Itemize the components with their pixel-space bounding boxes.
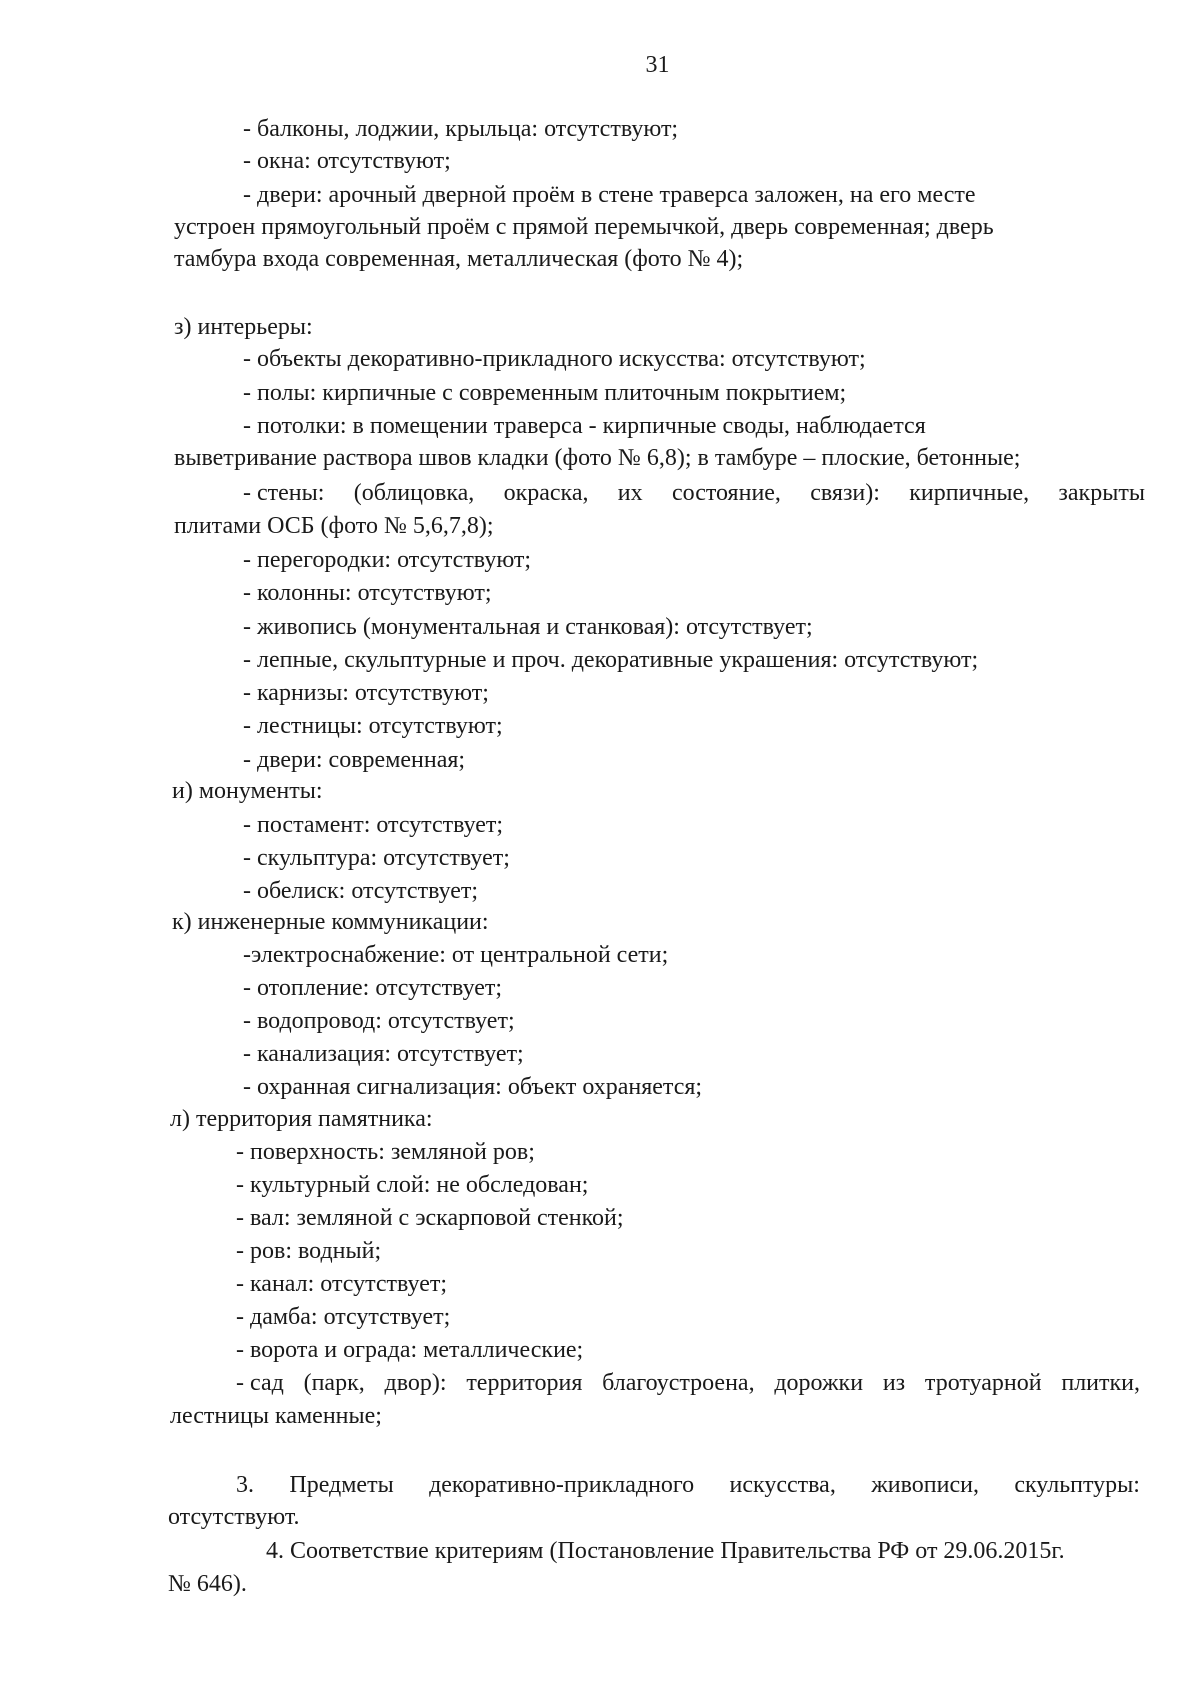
list-item: - живопись (монументальная и станковая): отсутствует; <box>243 614 813 640</box>
word: - сад <box>236 1370 284 1396</box>
garden-line <box>236 1368 1140 1400</box>
list-item: - дамба: отсутствует; <box>236 1304 451 1330</box>
word: закрыты <box>1058 480 1145 506</box>
word: двор): <box>384 1370 447 1396</box>
balconies-line: - балконы, лоджии, крыльца: отсутствуют; <box>243 116 679 142</box>
word: декоративно-прикладного <box>429 1472 695 1498</box>
word: благоустроена, <box>602 1370 755 1396</box>
word: плитки, <box>1061 1370 1140 1396</box>
list-item: - ворота и ограда: металлические; <box>236 1337 584 1363</box>
doors-line-continuation: тамбура входа современная, металлическая (фото № 4); <box>174 246 744 272</box>
word: - стены: <box>243 480 325 506</box>
word: живописи, <box>871 1472 979 1498</box>
list-item: - канал: отсутствует; <box>236 1271 448 1297</box>
list-item: - охранная сигнализация: объект охраняется; <box>243 1074 703 1100</box>
list-item: - лепные, скульптурные и проч. декоративные украшения: отсутствуют; <box>243 647 979 673</box>
list-item: - объекты декоративно-прикладного искусства: отсутствуют; <box>243 346 866 372</box>
list-item: - обелиск: отсутствует; <box>243 878 479 904</box>
word: Предметы <box>289 1472 394 1498</box>
list-item: - колонны: отсутствуют; <box>243 580 492 606</box>
point-number: 3. <box>236 1472 254 1498</box>
list-item: - лестницы: отсутствуют; <box>243 713 503 739</box>
point-4-continuation: № 646). <box>168 1571 247 1597</box>
list-item-continuation: выветривание раствора швов кладки (фото № 6,8); в тамбуре – плоские, бетонные; <box>174 445 1021 471</box>
list-item-continuation: плитами ОСБ (фото № 5,6,7,8); <box>174 513 494 539</box>
list-item: - скульптура: отсутствует; <box>243 845 510 871</box>
list-item: - отопление: отсутствует; <box>243 975 503 1001</box>
word: (облицовка, <box>353 480 475 506</box>
point-3-line <box>236 1470 1140 1502</box>
word: скульптуры: <box>1014 1472 1140 1498</box>
list-item: - поверхность: земляной ров; <box>236 1139 535 1165</box>
list-item: - вал: земляной с эскарповой стенкой; <box>236 1205 624 1231</box>
word: тротуарной <box>924 1370 1042 1396</box>
word: искусства, <box>729 1472 836 1498</box>
list-item: - ров: водный; <box>236 1238 382 1264</box>
word: территория <box>466 1370 583 1396</box>
list-item: - полы: кирпичные с современным плиточным покрытием; <box>243 380 847 406</box>
list-item: - перегородки: отсутствуют; <box>243 547 532 573</box>
list-item: - канализация: отсутствует; <box>243 1041 524 1067</box>
list-item: - культурный слой: не обследован; <box>236 1172 589 1198</box>
list-item: - водопровод: отсутствует; <box>243 1008 515 1034</box>
word: состояние, <box>671 480 781 506</box>
section-heading-interiors: з) интерьеры: <box>174 314 313 340</box>
word: кирпичные, <box>909 480 1030 506</box>
word: (парк, <box>303 1370 365 1396</box>
section-heading-engineering: к) инженерные коммуникации: <box>172 909 489 935</box>
list-item: -электроснабжение: от центральной сети; <box>243 942 669 968</box>
page-number: 31 <box>645 52 670 78</box>
list-item-continuation: лестницы каменные; <box>170 1403 382 1429</box>
doors-line: - двери: арочный дверной проём в стене траверса заложен, на его месте <box>243 182 976 208</box>
point-4-line: 4. Соответствие критериям (Постановление Правительства РФ от 29.06.2015г. <box>266 1538 1065 1564</box>
section-heading-monuments: и) монументы: <box>172 778 323 804</box>
word: связи): <box>810 480 880 506</box>
word: из <box>882 1370 906 1396</box>
word: окраска, <box>503 480 589 506</box>
word: их <box>617 480 643 506</box>
doors-line-continuation: устроен прямоугольный проём с прямой перемычкой, дверь современная; дверь <box>174 214 994 240</box>
list-item: - постамент: отсутствует; <box>243 812 504 838</box>
list-item: - потолки: в помещении траверса - кирпичные своды, наблюдается <box>243 413 926 439</box>
section-heading-territory: л) территория памятника: <box>170 1106 433 1132</box>
windows-line: - окна: отсутствуют; <box>243 148 451 174</box>
point-3-continuation: отсутствуют. <box>168 1504 300 1530</box>
word: дорожки <box>774 1370 864 1396</box>
list-item: - двери: современная; <box>243 747 466 773</box>
walls-line <box>243 478 1145 510</box>
list-item: - карнизы: отсутствуют; <box>243 680 489 706</box>
